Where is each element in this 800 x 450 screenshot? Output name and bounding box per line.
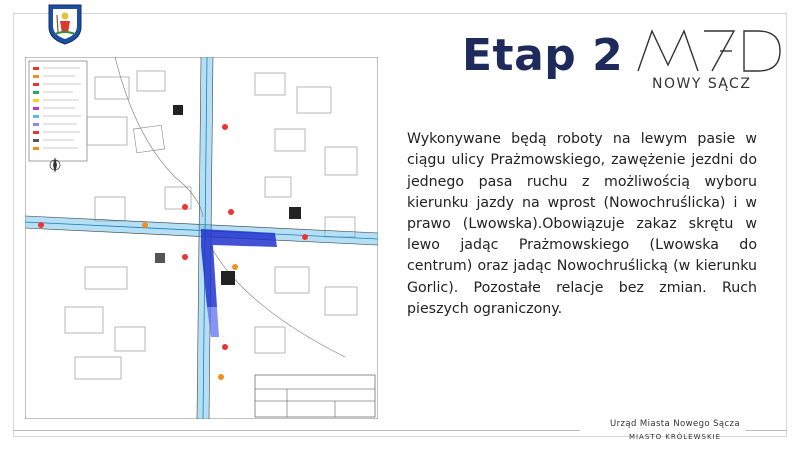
map-legend: [29, 61, 87, 161]
traffic-plan-map: [25, 57, 378, 419]
coat-of-arms-icon: [47, 3, 83, 45]
footer-organization: Urząd Miasta Nowego Sącza: [609, 419, 741, 429]
footer-divider-left: [13, 430, 580, 431]
logo-city-name: NOWY SĄCZ: [652, 76, 752, 92]
footer-divider-right: [745, 430, 787, 431]
drawing-title-block: [255, 375, 375, 417]
slide-title: Etap 2: [462, 30, 624, 81]
footer-tagline: MIASTO KRÓLEWSKIE: [628, 433, 722, 441]
stage-description: Wykonywane będą roboty na lewym pasie w ciągu ulicy Prażmowskiego, zawężenie jezdni do jednego pasa ruchu z możliwością wyboru kierunku jazdy na wprost (Nowochruślicka) i w prawo (Lwowska).Obowiązuje zakaz skrętu w lewo jadąc Prażmowskiego (Lwowska do centrum) oraz jadąc Nowochruślicką (w kierunku Gorlic). Pozostałe relacje bez zmian. Ruch pieszych ograniczony.: [407, 131, 757, 317]
mzd-logo-icon: [634, 25, 786, 75]
